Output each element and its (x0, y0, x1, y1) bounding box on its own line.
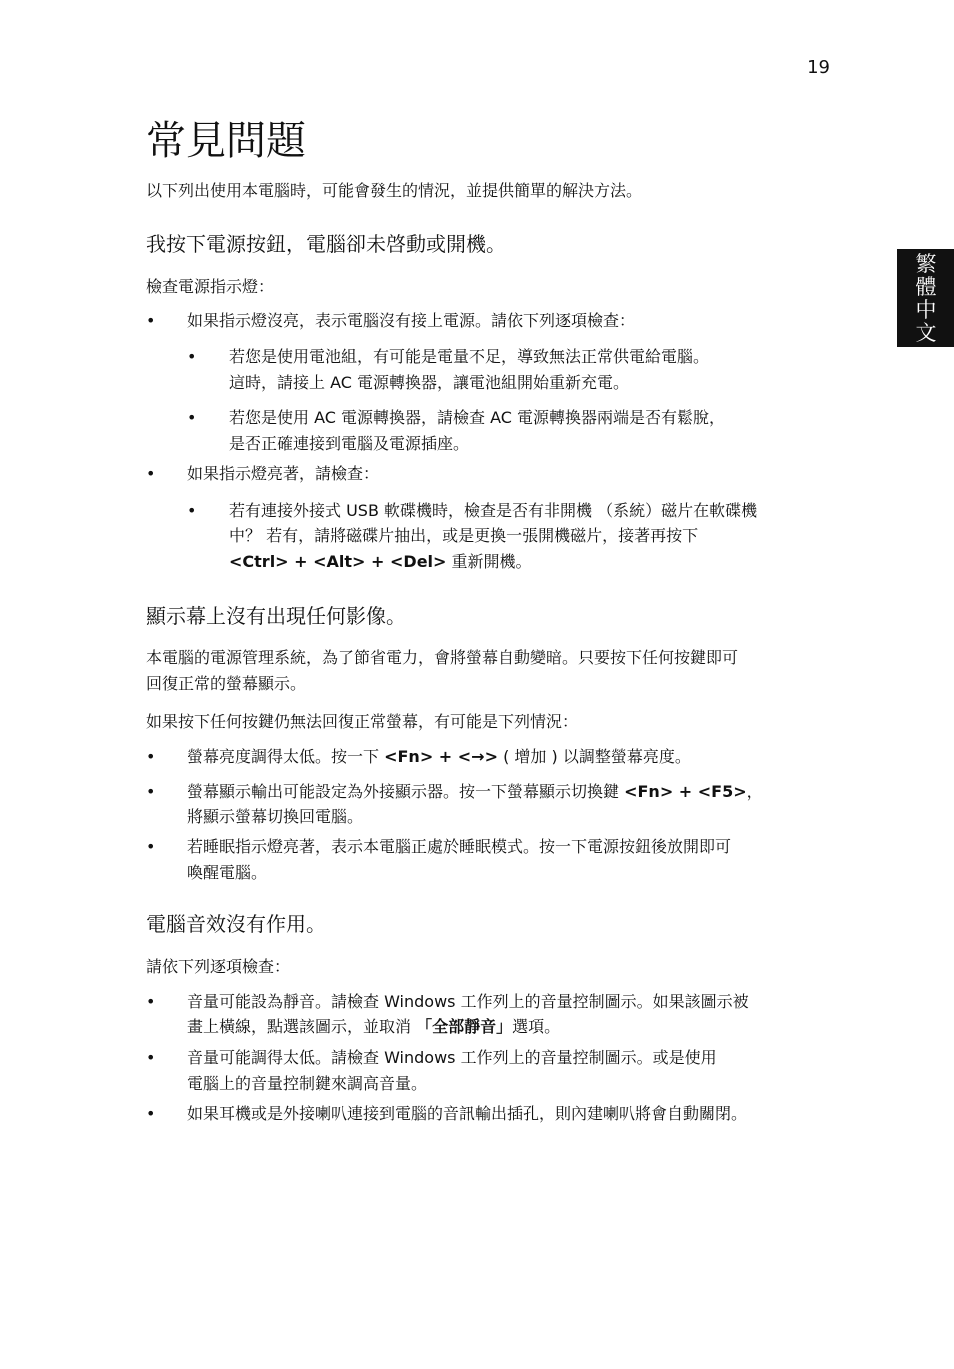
text-run: 選項。 (512, 1017, 561, 1036)
bullet-marker: • (146, 992, 156, 1011)
bullet-marker: • (146, 1104, 156, 1123)
text-run: 重新開機。 (446, 552, 532, 571)
text-run: 螢幕亮度調得太低。按一下 (187, 747, 385, 766)
option-name: 「全部靜音」 (416, 1017, 513, 1036)
language-tab (897, 249, 954, 347)
check-label-audio: 請依下列逐項檢查： (146, 957, 291, 976)
bullet-marker: • (146, 1048, 156, 1067)
key-combo: <Ctrl> + <Alt> + <Del> (229, 552, 447, 571)
list-item-continuation: 中？ 若有，請將磁碟片抽出，或是更換一張開機磁片，接著再按下 (229, 526, 699, 545)
list-item-continuation: 將顯示螢幕切換回電腦。 (187, 807, 364, 826)
bullet-marker: • (146, 782, 156, 801)
page-number: 19 (807, 57, 830, 78)
paragraph-continuation: 回復正常的螢幕顯示。 (146, 674, 307, 693)
list-item-continuation (229, 549, 532, 575)
list-item-continuation (187, 1014, 560, 1040)
text-run: 螢幕顯示輸出可能設定為外接顯示器。按一下螢幕顯示切換鍵 (187, 782, 625, 801)
list-item: 如果指示燈亮著，請檢查： (187, 464, 380, 483)
key-combo: <Fn> + <F5> (624, 782, 747, 801)
key-combo: <Fn> + <→> (384, 747, 498, 766)
bullet-marker: • (187, 408, 197, 427)
list-item-continuation: 這時，請接上 AC 電源轉換器，讓電池組開始重新充電。 (229, 373, 630, 392)
bullet-marker: • (187, 501, 197, 520)
section-heading-display: 顯示幕上沒有出現任何影像。 (146, 604, 406, 628)
check-label-power: 檢查電源指示燈： (146, 277, 275, 296)
text-run: ， (746, 782, 763, 801)
list-item (187, 779, 763, 805)
list-item: 如果耳機或是外接喇叭連接到電腦的音訊輸出插孔，則內建喇叭將會自動關閉。 (187, 1104, 748, 1123)
list-item: 如果指示燈沒亮，表示電腦沒有接上電源。請依下列逐項檢查： (187, 311, 636, 330)
list-item-continuation: 喚醒電腦。 (187, 863, 268, 882)
language-tab-label: 繁體中文 (915, 252, 937, 345)
text-run: 畫上橫線，點選該圖示，並取消 (187, 1017, 417, 1036)
list-item: 若有連接外接式 USB 軟碟機時，檢查是否有非開機 （系統）磁片在軟碟機 (229, 501, 758, 520)
section-heading-power: 我按下電源按鈕，電腦卻未啓動或開機。 (146, 232, 506, 256)
list-item-continuation: 電腦上的音量控制鍵來調高音量。 (187, 1074, 428, 1093)
bullet-marker: • (187, 347, 197, 366)
list-item: 音量可能設為靜音。請檢查 Windows 工作列上的音量控制圖示。如果該圖示被 (187, 992, 749, 1011)
list-item: 若睡眠指示燈亮著，表示本電腦正處於睡眠模式。按一下電源按鈕後放開即可 (187, 837, 732, 856)
bullet-marker: • (146, 311, 156, 330)
bullet-marker: • (146, 837, 156, 856)
section-heading-audio: 電腦音效沒有作用。 (146, 912, 326, 936)
list-item-continuation: 是否正確連接到電腦及電源插座。 (229, 434, 470, 453)
intro-text: 以下列出使用本電腦時，可能會發生的情況，並提供簡單的解決方法。 (146, 181, 643, 200)
paragraph: 本電腦的電源管理系統，為了節省電力，會將螢幕自動變暗。只要按下任何按鍵即可 (146, 648, 739, 667)
bullet-marker: • (146, 464, 156, 483)
list-item: 若您是使用電池組，有可能是電量不足，導致無法正常供電給電腦。 (229, 347, 710, 366)
text-run: ( 增加 ) 以調整螢幕亮度。 (498, 747, 691, 766)
page-title: 常見問題 (146, 118, 306, 164)
list-item (187, 744, 691, 770)
list-item: 音量可能調得太低。請檢查 Windows 工作列上的音量控制圖示。或是使用 (187, 1048, 717, 1067)
bullet-marker: • (146, 747, 156, 766)
list-item: 若您是使用 AC 電源轉換器，請檢查 AC 電源轉換器兩端是否有鬆脫， (229, 408, 726, 427)
paragraph: 如果按下任何按鍵仍無法回復正常螢幕，有可能是下列情況： (146, 712, 579, 731)
